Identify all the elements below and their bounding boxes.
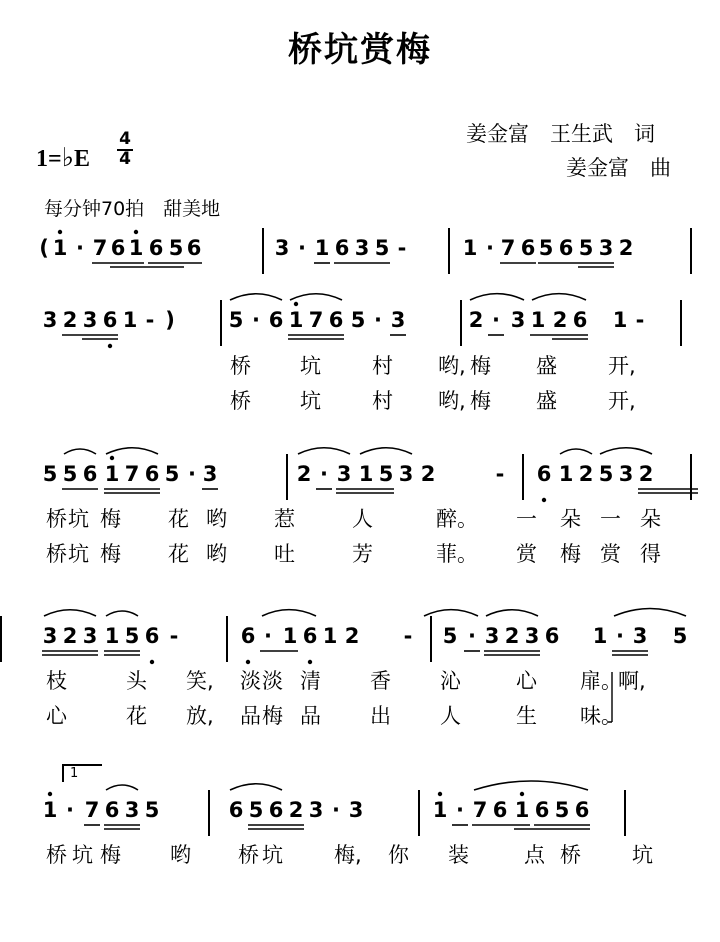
lyric-syllable: 梅 [100,542,121,566]
note-digit: ) [165,308,175,332]
note-digit: 3 [82,624,98,648]
slur [230,294,282,300]
note-digit: 1 [128,236,144,260]
lyric-syllable: 一 [516,507,537,531]
note-digit: 5 [554,798,570,822]
lyric-syllable: 赏 [516,542,537,566]
note-digit: 3 [632,624,648,648]
lyric-syllable: 盛 [536,389,557,413]
note-digit: 3 [82,308,98,332]
lyric-syllable: 桥 [238,843,259,867]
augmentation-dot: · [188,462,196,486]
lyric-syllable: 坑 [632,843,653,867]
slur [600,448,652,454]
lyric-syllable: 桥 [230,354,251,378]
note-digit: 6 [302,624,318,648]
note-digit: 5 [578,236,594,260]
lyric-syllable: 枝 [46,669,67,693]
note-digit: 6 [574,798,590,822]
note-digit: 6 [334,236,350,260]
verse-bracket [608,672,612,722]
augmentation-dot: · [374,308,382,332]
dash-extension: - [403,624,413,648]
note-digit: ( [39,236,49,260]
note-digit: 5 [672,624,688,648]
note-digit: 2 [420,462,436,486]
lyric-syllable: 村 [372,389,393,413]
lyric-syllable: 品 [240,704,261,728]
note-digit: 5 [124,624,140,648]
lyric-syllable: 人 [352,507,373,531]
note-digit: 6 [228,798,244,822]
lyric-syllable: 花 [126,704,147,728]
lyric-syllable: 坑 [262,843,283,867]
lyric-syllable: 清 [300,669,321,693]
note-digit: 5 [248,798,264,822]
slur [614,609,686,617]
lyric-syllable: 桥 [46,843,67,867]
note-digit: 5 [442,624,458,648]
lyric-syllable: 赏 [600,542,621,566]
note-digit: 1 [104,624,120,648]
note-digit: 6 [240,624,256,648]
note-digit: 3 [390,308,406,332]
note-digit: 7 [472,798,488,822]
note-digit: 3 [274,236,290,260]
note-digit: 3 [398,462,414,486]
note-digit: 6 [534,798,550,822]
augmentation-dot: · [456,798,464,822]
dash-extension: - [145,308,155,332]
note-digit: 1 [282,624,298,648]
lyric-syllable: 盛 [536,354,557,378]
note-digit: 1 [42,798,58,822]
dash-extension: - [635,308,645,332]
slur [474,781,588,790]
lyric-syllable: 坑 [72,843,93,867]
lyric-syllable: 芳 [352,542,373,566]
flat-icon: ♭ [61,143,74,172]
note-digit: 6 [82,462,98,486]
lyric-syllable: 开, [608,354,636,378]
note-digit: 3 [308,798,324,822]
volta-bracket: 1 [62,764,102,782]
note-digit: 6 [110,236,126,260]
lyric-syllable: 梅 [470,354,491,378]
slur [262,610,316,616]
lyric-syllable: 梅 [100,507,121,531]
lyric-syllable: 惹 [274,507,295,531]
slur [64,449,96,454]
note-digit: 1 [432,798,448,822]
note-digit: 5 [538,236,554,260]
high-octave-dot [438,792,442,796]
note-digit: 6 [572,308,588,332]
lyric-syllable: 梅 [100,843,121,867]
note-digit: 6 [558,236,574,260]
note-digit: 3 [618,462,634,486]
note-digit: 6 [536,462,552,486]
note-digit: 5 [378,462,394,486]
note-digit: 7 [84,798,100,822]
lyric-syllable: 吐 [274,542,295,566]
note-digit: 3 [510,308,526,332]
lyric-syllable: 哟, [438,354,466,378]
lyric-syllable: 哟, [438,389,466,413]
lyric-syllable: 放, [186,704,214,728]
slur [298,448,350,454]
note-digit: 5 [144,798,160,822]
lyric-syllable: 心 [516,669,537,693]
note-digit: 6 [492,798,508,822]
augmentation-dot: · [486,236,494,260]
slur [106,785,138,790]
note-digit: 3 [348,798,364,822]
note-digit: 5 [228,308,244,332]
note-digit: 2 [618,236,634,260]
time-signature: 4 4 [117,131,133,168]
composer-credit: 姜金富 曲 [566,156,671,180]
note-digit: 6 [268,798,284,822]
note-digit: 5 [374,236,390,260]
dash-extension: - [169,624,179,648]
note-digit: 2 [296,462,312,486]
lyric-syllable: 开, [608,389,636,413]
augmentation-dot: · [76,236,84,260]
augmentation-dot: · [252,308,260,332]
lyric-syllable: 桥 [230,389,251,413]
lyric-syllable: 梅 [470,389,491,413]
lyric-syllable: 扉。 [580,669,622,693]
low-octave-dot [150,660,154,664]
note-digit: 1 [52,236,68,260]
lyric-syllable: 坑 [300,354,321,378]
high-octave-dot [134,230,138,234]
note-digit: 6 [104,798,120,822]
lyric-syllable: 菲。 [436,542,478,566]
dash-extension: - [495,462,505,486]
lyric-syllable: 沁 [440,669,461,693]
slur [424,610,478,616]
note-digit: 5 [168,236,184,260]
augmentation-dot: · [66,798,74,822]
low-octave-dot [108,344,112,348]
note-digit: 6 [144,624,160,648]
note-digit: 3 [354,236,370,260]
slur [290,294,342,300]
note-digit: 6 [148,236,164,260]
note-digit: 2 [504,624,520,648]
note-digit: 1 [592,624,608,648]
augmentation-dot: · [492,308,500,332]
note-digit: 1 [558,462,574,486]
high-octave-dot [294,302,298,306]
low-octave-dot [308,660,312,664]
slur [486,610,538,616]
lyric-syllable: 装 [448,843,469,867]
slur [44,610,96,616]
lyric-syllable: 淡 [240,669,261,693]
lyric-syllable: 花 [168,507,189,531]
note-digit: 7 [124,462,140,486]
lyric-syllable: 醉。 [436,507,478,531]
augmentation-dot: · [468,624,476,648]
note-digit: 7 [500,236,516,260]
note-digit: 7 [308,308,324,332]
low-octave-dot [542,498,546,502]
lyric-syllable: 桥 [46,542,67,566]
slur [532,294,586,300]
note-digit: 2 [288,798,304,822]
lyric-syllable: 哟 [206,507,227,531]
lyric-syllable: 心 [46,704,67,728]
note-digit: 5 [42,462,58,486]
lyric-syllable: 梅 [262,704,283,728]
note-digit: 1 [530,308,546,332]
lyricist-credit: 姜金富 王生武 词 [466,122,655,146]
dash-extension: - [397,236,407,260]
note-digit: 2 [552,308,568,332]
lyric-syllable: 得 [640,542,661,566]
note-digit: 3 [336,462,352,486]
low-octave-dot [246,660,250,664]
note-digit: 6 [328,308,344,332]
note-digit: 1 [288,308,304,332]
note-digit: 2 [638,462,654,486]
lyric-syllable: 桥 [46,507,67,531]
note-digit: 6 [520,236,536,260]
augmentation-dot: · [298,236,306,260]
slur [230,784,282,790]
lyric-syllable: 淡 [262,669,283,693]
lyric-syllable: 品 [300,704,321,728]
lyric-syllable: 花 [168,542,189,566]
note-digit: 3 [124,798,140,822]
note-digit: 6 [268,308,284,332]
high-octave-dot [48,792,52,796]
lyric-syllable: 坑 [68,542,89,566]
note-digit: 1 [514,798,530,822]
lyric-syllable: 人 [440,704,461,728]
note-digit: 7 [92,236,108,260]
note-digit: 5 [350,308,366,332]
note-digit: 1 [612,308,628,332]
note-digit: 6 [102,308,118,332]
note-digit: 1 [322,624,338,648]
tempo-marking: 每分钟70拍 甜美地 [44,198,221,220]
note-digit: 3 [524,624,540,648]
note-digit: 3 [42,308,58,332]
lyric-syllable: 坑 [68,507,89,531]
lyric-syllable: 笑, [186,669,214,693]
lyric-syllable: 点 [524,843,545,867]
note-digit: 5 [62,462,78,486]
lyric-syllable: 哟 [170,843,191,867]
lyric-syllable: 村 [372,354,393,378]
note-digit: 6 [144,462,160,486]
note-digit: 2 [344,624,360,648]
lyric-syllable: 朵 [560,507,581,531]
note-digit: 3 [42,624,58,648]
note-digit: 2 [62,624,78,648]
high-octave-dot [110,456,114,460]
augmentation-dot: · [264,624,272,648]
note-digit: 5 [598,462,614,486]
note-digit: 2 [62,308,78,332]
lyric-syllable: 哟 [206,542,227,566]
note-digit: 6 [186,236,202,260]
lyric-syllable: 你 [388,843,409,867]
lyric-syllable: 啊, [618,669,646,693]
lyric-syllable: 梅 [560,542,581,566]
augmentation-dot: · [332,798,340,822]
high-octave-dot [58,230,62,234]
note-digit: 1 [104,462,120,486]
key-signature: 1=♭E [36,143,90,172]
note-digit: 3 [598,236,614,260]
lyric-syllable: 朵 [640,507,661,531]
note-digit: 1 [314,236,330,260]
slur [560,449,592,454]
note-digit: 1 [358,462,374,486]
note-digit: 2 [578,462,594,486]
lyric-syllable: 坑 [300,389,321,413]
lyric-syllable: 头 [126,669,147,693]
slur [360,448,412,454]
lyric-syllable: 出 [370,704,391,728]
slur [106,448,158,454]
note-digit: 3 [202,462,218,486]
lyric-syllable: 桥 [560,843,581,867]
note-digit: 6 [544,624,560,648]
augmentation-dot: · [616,624,624,648]
lyric-syllable: 味。 [580,704,622,728]
lyric-syllable: 生 [516,704,537,728]
note-digit: 2 [468,308,484,332]
slur [470,294,524,300]
note-digit: 5 [164,462,180,486]
augmentation-dot: · [320,462,328,486]
note-digit: 1 [122,308,138,332]
page-title: 桥坑赏梅 [288,30,432,70]
slur [106,611,138,616]
note-digit: 1 [462,236,478,260]
lyric-syllable: 梅, [334,843,362,867]
high-octave-dot [520,792,524,796]
lyric-syllable: 一 [600,507,621,531]
lyric-syllable: 香 [370,669,391,693]
note-digit: 3 [484,624,500,648]
